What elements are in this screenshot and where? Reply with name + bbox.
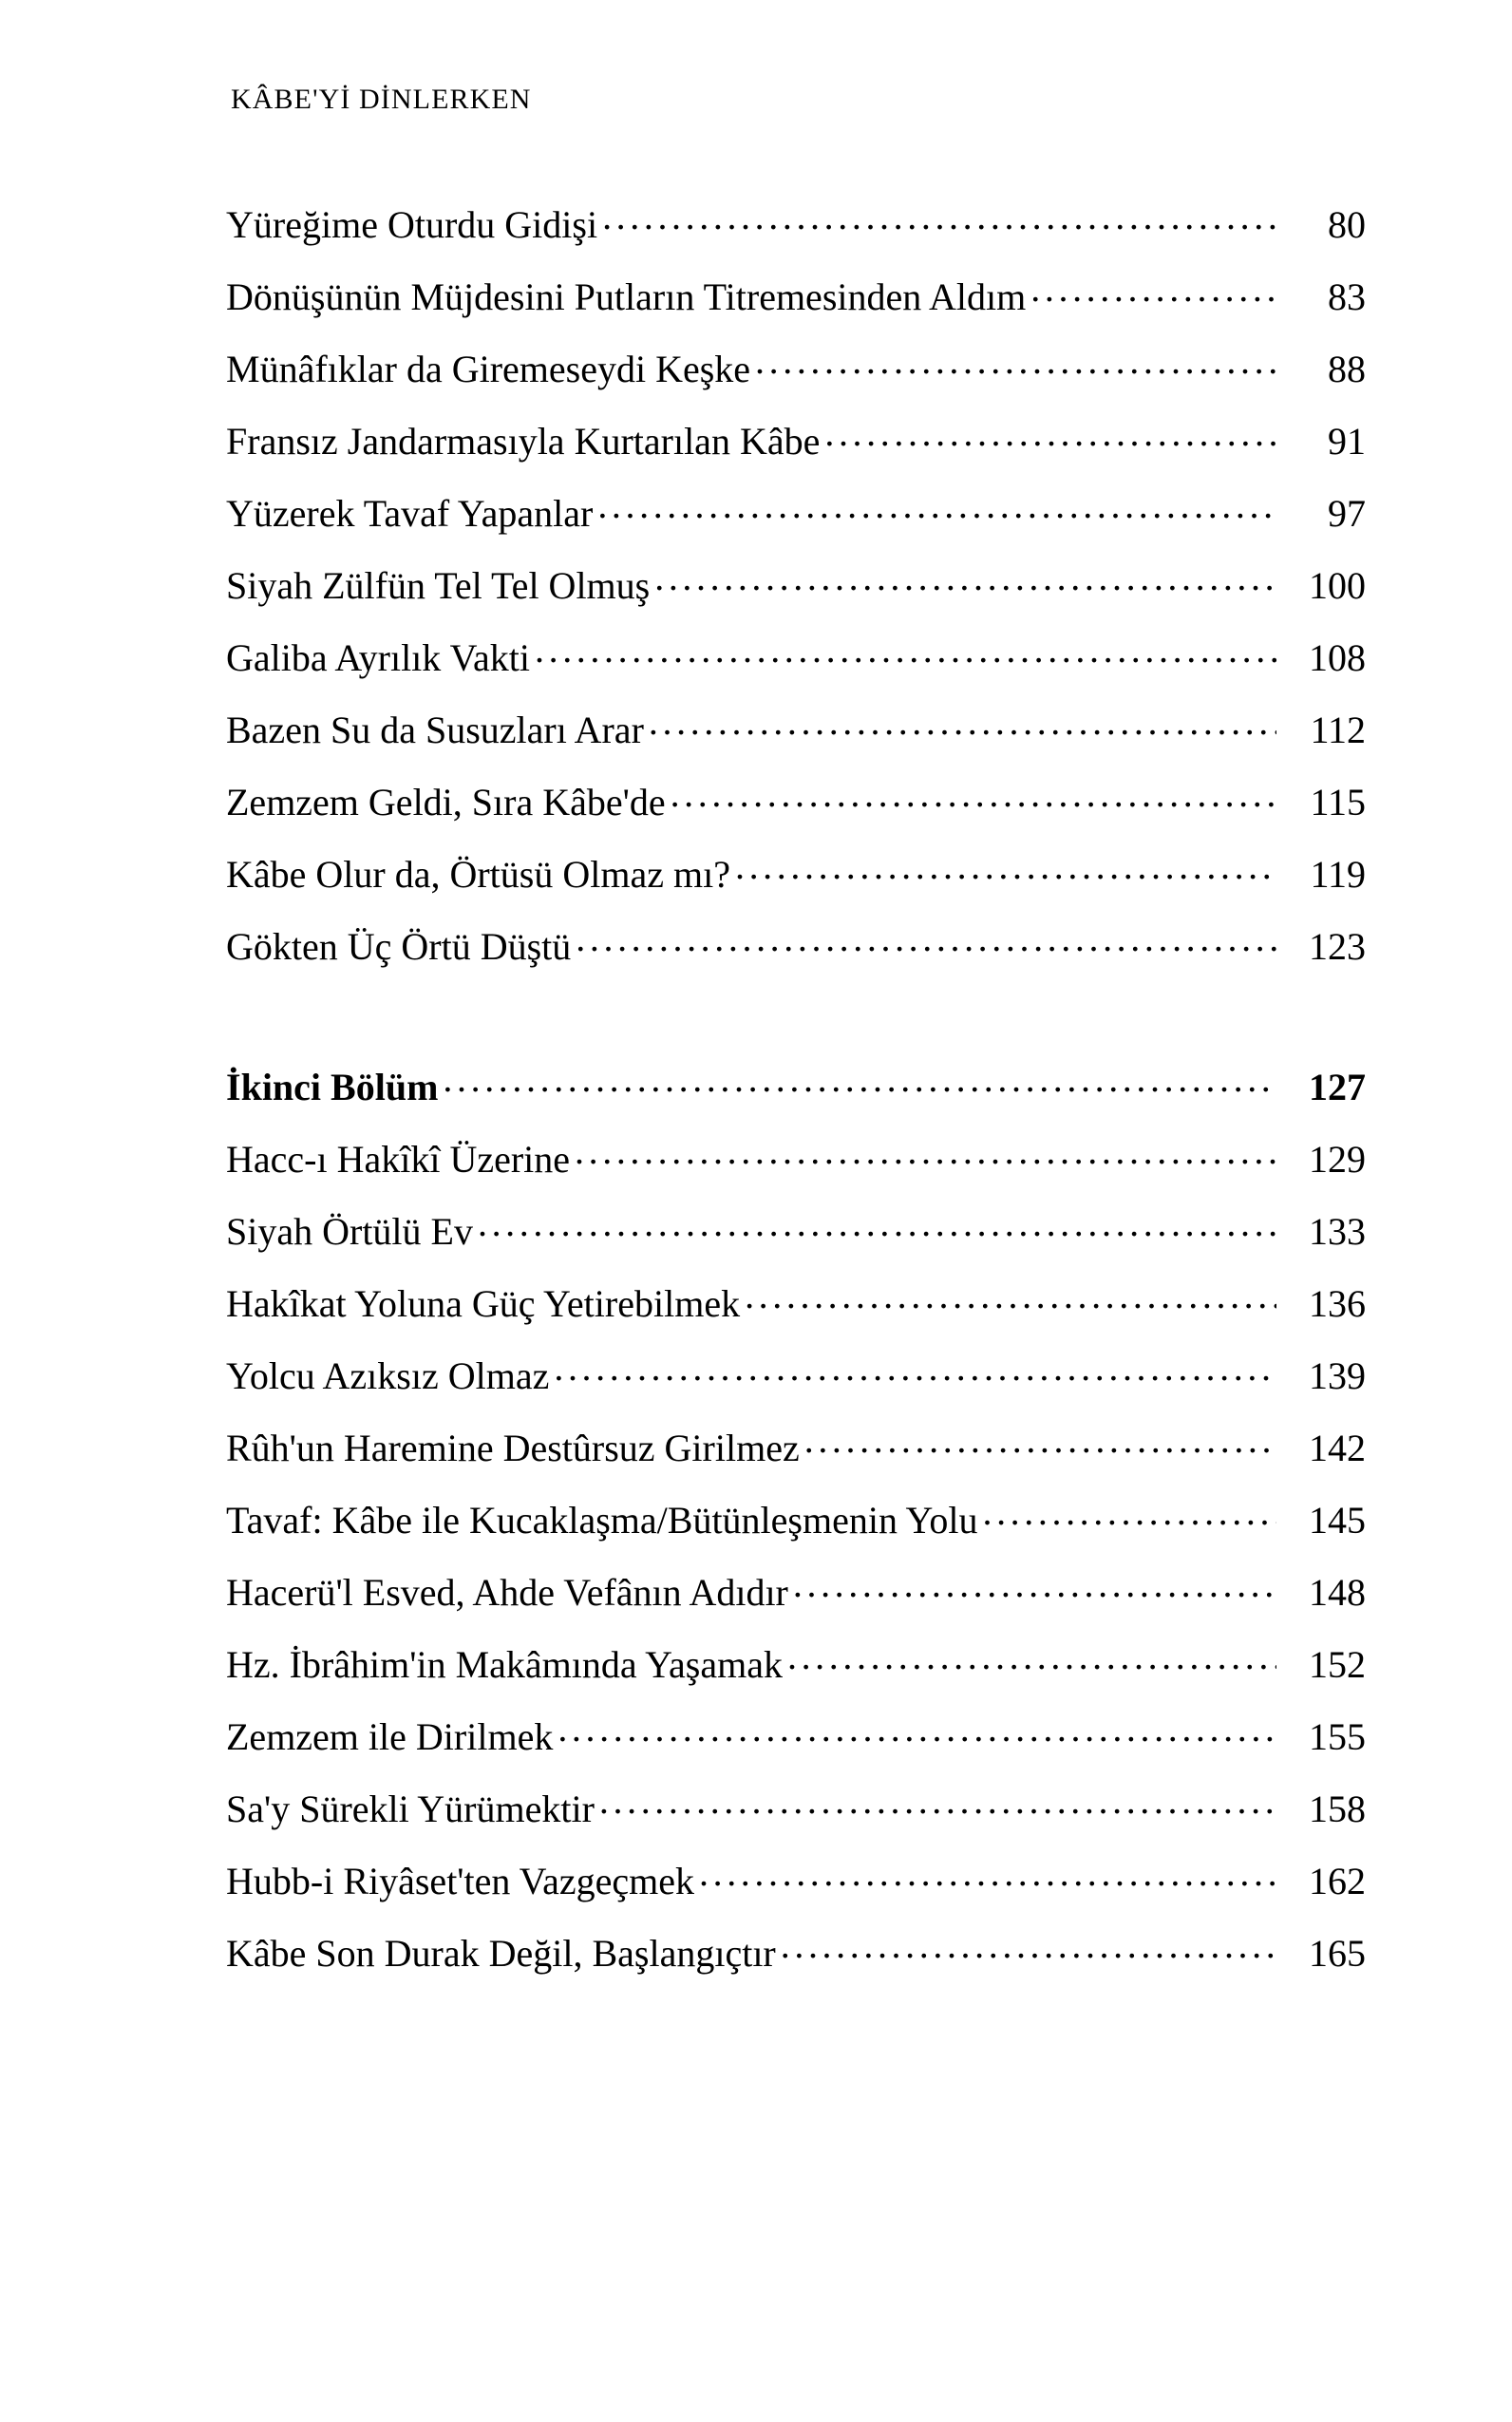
toc-page-number: 115 — [1310, 781, 1366, 823]
toc-group-two — [226, 1062, 1366, 1973]
toc-entry-title: Siyah Örtülü Ev — [226, 1210, 473, 1253]
toc-entry[interactable] — [226, 1278, 1366, 1323]
toc-entry[interactable] — [226, 1856, 1366, 1901]
toc-page-number: 123 — [1309, 925, 1366, 968]
toc-page-number: 133 — [1309, 1210, 1366, 1253]
toc-page-number: 139 — [1309, 1354, 1366, 1397]
toc-entry-title: Hubb-i Riyâset'ten Vazgeçmek — [226, 1860, 694, 1902]
toc-page-number: 91 — [1328, 420, 1366, 463]
toc-group-separator — [226, 993, 1366, 1062]
toc-dot-leader — [599, 1784, 1276, 1822]
running-header-title: KÂBE'Yİ DİNLERKEN — [231, 84, 532, 115]
toc-entry-title: Hakîkat Yoluna Güç Yetirebilmek — [226, 1282, 741, 1325]
toc-entry[interactable] — [226, 560, 1366, 605]
toc-entry-title: Siyah Zülfün Tel Tel Olmuş — [226, 564, 651, 607]
toc-entry[interactable] — [226, 705, 1366, 749]
toc-dot-leader — [575, 1134, 1276, 1172]
toc-dot-leader — [982, 1495, 1276, 1533]
toc-entry-title: Yüreğime Oturdu Gidişi — [226, 203, 598, 246]
toc-entry-title: Yolcu Azıksız Olmaz — [226, 1354, 550, 1397]
toc-entry-title: Hacc-ı Hakîkî Üzerine — [226, 1138, 571, 1181]
toc-dot-leader — [602, 199, 1276, 237]
toc-entry-title: Zemzem Geldi, Sıra Kâbe'de — [226, 781, 666, 823]
toc-entry-title: Dönüşünün Müjdesini Putların Titremesinden Aldım — [226, 275, 1027, 318]
toc-dot-leader — [781, 1928, 1276, 1966]
toc-dot-leader — [478, 1206, 1276, 1244]
toc-entry[interactable] — [226, 199, 1366, 244]
toc-entry[interactable] — [226, 633, 1366, 677]
toc-dot-leader — [443, 1062, 1276, 1100]
toc-entry[interactable] — [226, 1928, 1366, 1973]
toc-dot-leader — [535, 633, 1276, 671]
toc-page-number: 136 — [1309, 1282, 1366, 1325]
table-of-contents — [226, 199, 1366, 2000]
toc-dot-leader — [649, 705, 1276, 743]
toc-page-number: 97 — [1328, 492, 1366, 535]
toc-page-number: 88 — [1328, 348, 1366, 390]
toc-dot-leader — [793, 1567, 1276, 1605]
toc-dot-leader — [1030, 272, 1276, 310]
toc-entry[interactable] — [226, 1351, 1366, 1395]
toc-entry-title: Hz. İbrâhim'in Makâmında Yaşamak — [226, 1643, 783, 1686]
toc-page-number: 129 — [1309, 1138, 1366, 1181]
toc-entry-title: Fransız Jandarmasıyla Kurtarılan Kâbe — [226, 420, 821, 463]
toc-entry[interactable] — [226, 849, 1366, 894]
toc-dot-leader — [699, 1856, 1276, 1894]
toc-entry[interactable] — [226, 921, 1366, 966]
toc-entry[interactable] — [226, 777, 1366, 822]
toc-page-number: 100 — [1309, 564, 1366, 607]
toc-dot-leader — [558, 1712, 1276, 1750]
toc-entry-title: Sa'y Sürekli Yürümektir — [226, 1788, 595, 1830]
toc-dot-leader — [787, 1639, 1276, 1677]
toc-page-number: 158 — [1309, 1788, 1366, 1830]
toc-dot-leader — [654, 560, 1276, 598]
toc-entry[interactable] — [226, 272, 1366, 316]
toc-group-one — [226, 199, 1366, 966]
toc-page-number: 112 — [1310, 709, 1366, 751]
toc-entry-title: Hacerü'l Esved, Ahde Vefânın Adıdır — [226, 1571, 788, 1614]
toc-entry[interactable] — [226, 1567, 1366, 1612]
toc-entry[interactable] — [226, 1784, 1366, 1828]
toc-page-number: 162 — [1309, 1860, 1366, 1902]
toc-dot-leader — [745, 1278, 1276, 1316]
toc-page-number: 80 — [1328, 203, 1366, 246]
toc-page-number: 127 — [1309, 1066, 1366, 1108]
toc-entry[interactable] — [226, 1495, 1366, 1540]
toc-entry[interactable] — [226, 416, 1366, 461]
toc-entry-title: Zemzem ile Dirilmek — [226, 1715, 554, 1758]
toc-dot-leader — [554, 1351, 1276, 1389]
toc-entry-title: Tavaf: Kâbe ile Kucaklaşma/Bütünleşmenin Yolu — [226, 1499, 978, 1542]
toc-dot-leader — [597, 488, 1276, 526]
toc-entry[interactable] — [226, 1206, 1366, 1251]
toc-entry-title: Kâbe Olur da, Örtüsü Olmaz mı? — [226, 853, 730, 896]
toc-dot-leader — [671, 777, 1276, 815]
toc-page-number: 119 — [1310, 853, 1366, 896]
toc-page-number: 83 — [1328, 275, 1366, 318]
toc-section-entry[interactable] — [226, 1062, 1366, 1107]
toc-dot-leader — [755, 344, 1276, 382]
toc-entry[interactable] — [226, 1639, 1366, 1684]
toc-entry-title: Gökten Üç Örtü Düştü — [226, 925, 572, 968]
toc-entry-title: Rûh'un Haremine Destûrsuz Girilmez — [226, 1427, 800, 1469]
toc-entry-title: Kâbe Son Durak Değil, Başlangıçtır — [226, 1932, 776, 1975]
toc-page-number: 165 — [1309, 1932, 1366, 1975]
toc-entry-title: Yüzerek Tavaf Yapanlar — [226, 492, 594, 535]
toc-page-number: 145 — [1309, 1499, 1366, 1542]
toc-entry-title: İkinci Bölüm — [226, 1066, 439, 1108]
toc-entry-title: Bazen Su da Susuzları Arar — [226, 709, 644, 751]
toc-page-number: 155 — [1309, 1715, 1366, 1758]
toc-dot-leader — [824, 416, 1276, 454]
toc-dot-leader — [735, 849, 1276, 887]
toc-page-number: 142 — [1309, 1427, 1366, 1469]
toc-entry[interactable] — [226, 344, 1366, 388]
toc-entry-title: Galiba Ayrılık Vakti — [226, 636, 530, 679]
toc-page-number: 108 — [1309, 636, 1366, 679]
toc-entry[interactable] — [226, 1423, 1366, 1467]
toc-page-number: 152 — [1309, 1643, 1366, 1686]
toc-dot-leader — [576, 921, 1276, 959]
toc-entry-title: Münâfıklar da Giremeseydi Keşke — [226, 348, 751, 390]
toc-dot-leader — [804, 1423, 1276, 1461]
toc-entry[interactable] — [226, 488, 1366, 533]
toc-entry[interactable] — [226, 1712, 1366, 1756]
toc-entry[interactable] — [226, 1134, 1366, 1179]
toc-page-number: 148 — [1309, 1571, 1366, 1614]
